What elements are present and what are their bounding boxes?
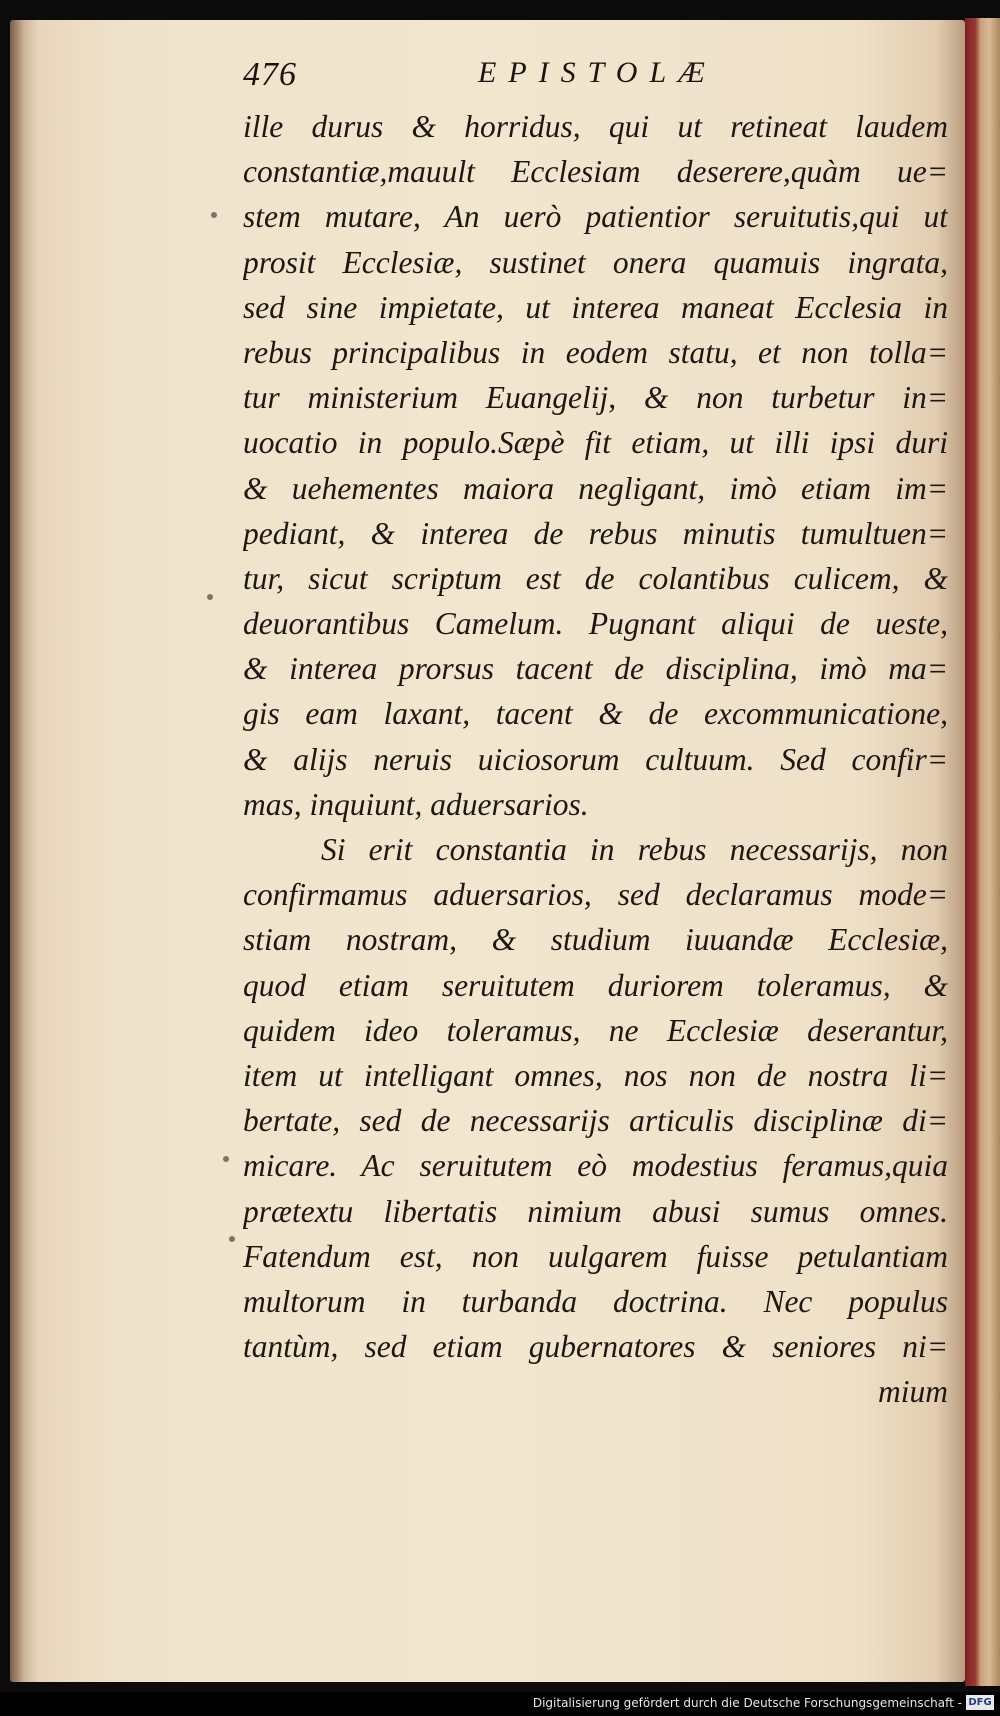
text-line: bertate, sed de necessarijs articulis disciplinæ di= [243,1103,948,1139]
text-line: stem mutare, An uerò patientior seruitutis,qui ut [243,199,948,235]
text-line: micare. Ac seruitutem eò modestius feramus,quia [243,1148,948,1184]
dfg-logo: DFG [966,1695,994,1710]
text-line: uocatio in populo.Sæpè fit etiam, ut illi ipsi duri [243,425,948,461]
text-line: confirmamus aduersarios, sed declaramus mode= [243,877,948,913]
funding-credit: Digitalisierung gefördert durch die Deutsche Forschungsgemeinschaft - [532,1696,962,1710]
text-line: tantùm, sed etiam gubernatores & seniores ni= [243,1329,948,1365]
margin-mark [223,1156,229,1162]
text-line: & interea prorsus tacent de disciplina, imò ma= [243,651,948,687]
text-line: prætextu libertatis nimium abusi sumus omnes. [243,1193,948,1229]
text-line: sed sine impietate, ut interea maneat Ecclesia in [243,289,948,325]
text-line: mas, inquiunt, aduersarios. [243,786,589,822]
text-line: Fatendum est, non uulgarem fuisse petulantiam [243,1238,948,1274]
text-line: & uehementes maiora negligant, imò etiam im= [243,470,948,506]
text-line: constantiæ,mauult Ecclesiam deserere,quàm ue= [243,154,948,190]
text-line: multorum in turbanda doctrina. Nec populus [243,1283,948,1319]
margin-mark [207,594,213,600]
page-number: 476 [243,56,297,93]
footer-bar [0,1692,1000,1716]
body-text [243,104,948,1414]
text-line: pediant, & interea de rebus minutis tumultuen= [243,515,948,551]
text-line: & alijs neruis uiciosorum cultuum. Sed confir= [243,741,948,777]
text-line: quidem ideo toleramus, ne Ecclesiæ deserantur, [243,1012,948,1048]
text-line: prosit Ecclesiæ, sustinet onera quamuis ingrata, [243,244,948,280]
text-line: quod etiam seruitutem duriorem toleramus, & [243,967,948,1003]
text-line: rebus principalibus in eodem statu, et non tolla= [243,334,948,370]
catchword: mium [878,1374,948,1410]
text-line: gis eam laxant, tacent & de excommunicatione, [243,696,948,732]
text-line: item ut intelligant omnes, nos non de nostra li= [243,1057,948,1093]
running-title: EPISTOLÆ [478,56,717,89]
text-line: tur ministerium Euangelij, & non turbetur in= [243,380,948,416]
text-line: Si erit constantia in rebus necessarijs, non [321,832,948,867]
margin-mark [229,1236,235,1242]
text-line: ille durus & horridus, qui ut retineat laudem [243,109,948,144]
book-edge [965,18,1000,1686]
margin-mark [211,212,217,218]
text-line: deuorantibus Camelum. Pugnant aliqui de ueste, [243,606,948,642]
text-line: tur, sicut scriptum est de colantibus culicem, & [243,560,948,596]
gutter-shadow [10,20,24,1682]
text-line: stiam nostram, & studium iuuandæ Ecclesiæ, [243,922,948,958]
page-header [243,56,943,96]
